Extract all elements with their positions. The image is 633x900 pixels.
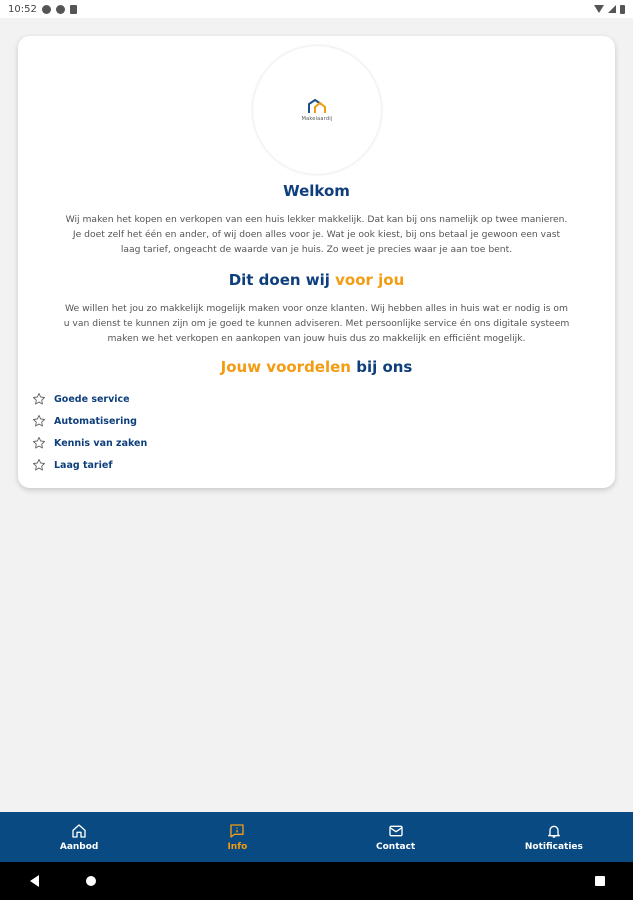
what-we-do-text (34, 301, 599, 346)
what-we-do-title-part2: voor jou (335, 271, 405, 289)
company-logo (253, 46, 381, 174)
welcome-line: Je doet zelf het één en ander, of wij doen alles voor je. Wat je ook kiest, bij ons betaal je gewoon een vast (72, 229, 561, 240)
sim-icon (70, 5, 77, 14)
signal-icon (608, 5, 616, 13)
bell-icon (546, 823, 562, 839)
home-circle-icon[interactable] (86, 876, 96, 886)
benefits-title-part2: bij ons (356, 358, 413, 376)
info-message-icon (229, 823, 245, 839)
welcome-text (34, 212, 599, 257)
benefits-list (32, 388, 147, 476)
notification-icon (42, 5, 51, 14)
nav-item-notificaties[interactable] (475, 812, 633, 862)
star-outline-icon (32, 392, 46, 406)
status-time: 10:52 (8, 3, 37, 15)
benefit-label: Goede service (54, 393, 130, 405)
notification-icon (56, 5, 65, 14)
benefits-title-part1: Jouw voordelen (220, 358, 357, 376)
benefit-label: Kennis van zaken (54, 437, 148, 449)
nav-label: Notificaties (524, 841, 583, 852)
what-we-do-title (18, 271, 615, 289)
nav-item-aanbod[interactable] (0, 812, 158, 862)
wifi-icon (594, 5, 604, 13)
info-card (18, 36, 615, 488)
system-navigation-bar (0, 862, 633, 900)
welcome-line: Wij maken het kopen en verkopen van een huis lekker makkelijk. Dat kan bij ons namelijk op twee manieren. (65, 214, 568, 225)
home-icon (71, 823, 87, 839)
star-outline-icon (32, 414, 46, 428)
nav-label: Contact (376, 841, 416, 852)
bottom-navigation (0, 812, 633, 862)
benefit-label: Automatisering (54, 415, 137, 427)
what-we-do-title-part1: Dit doen wij (228, 271, 336, 289)
battery-icon (620, 5, 625, 14)
mail-icon (388, 823, 404, 839)
nav-label: Aanbod (59, 841, 99, 852)
welcome-line: laag tarief, ongeacht de waarde van je huis. Zo weet je precies waar je aan toe bent. (120, 244, 513, 255)
benefit-label: Laag tarief (54, 459, 113, 471)
what-we-do-line: maken we het verkopen en aankopen van jouw huis dus zo makkelijk en efficiënt mogelijk. (107, 333, 526, 344)
benefit-item (32, 432, 147, 454)
star-outline-icon (32, 436, 46, 450)
benefits-title (18, 358, 615, 376)
nav-label: Info (227, 841, 248, 852)
status-bar (0, 0, 633, 18)
what-we-do-line: u van dienst te kunnen zijn om je goed te kunnen adviseren. Met persoonlijke service én ons digitale systeem (63, 318, 570, 329)
house-logo-icon (307, 98, 327, 114)
benefit-item (32, 454, 147, 476)
recents-icon[interactable] (595, 876, 605, 886)
back-icon[interactable] (30, 875, 39, 887)
benefit-item (32, 410, 147, 432)
star-outline-icon (32, 458, 46, 472)
welcome-title: Welkom (283, 182, 350, 200)
logo-wordmark: Makelaardij (301, 116, 333, 122)
what-we-do-line: We willen het jou zo makkelijk mogelijk maken voor onze klanten. Wij hebben alles in huis wat er nodig is om (65, 303, 568, 314)
nav-item-info[interactable] (158, 812, 316, 862)
nav-item-contact[interactable] (317, 812, 475, 862)
benefit-item (32, 388, 147, 410)
